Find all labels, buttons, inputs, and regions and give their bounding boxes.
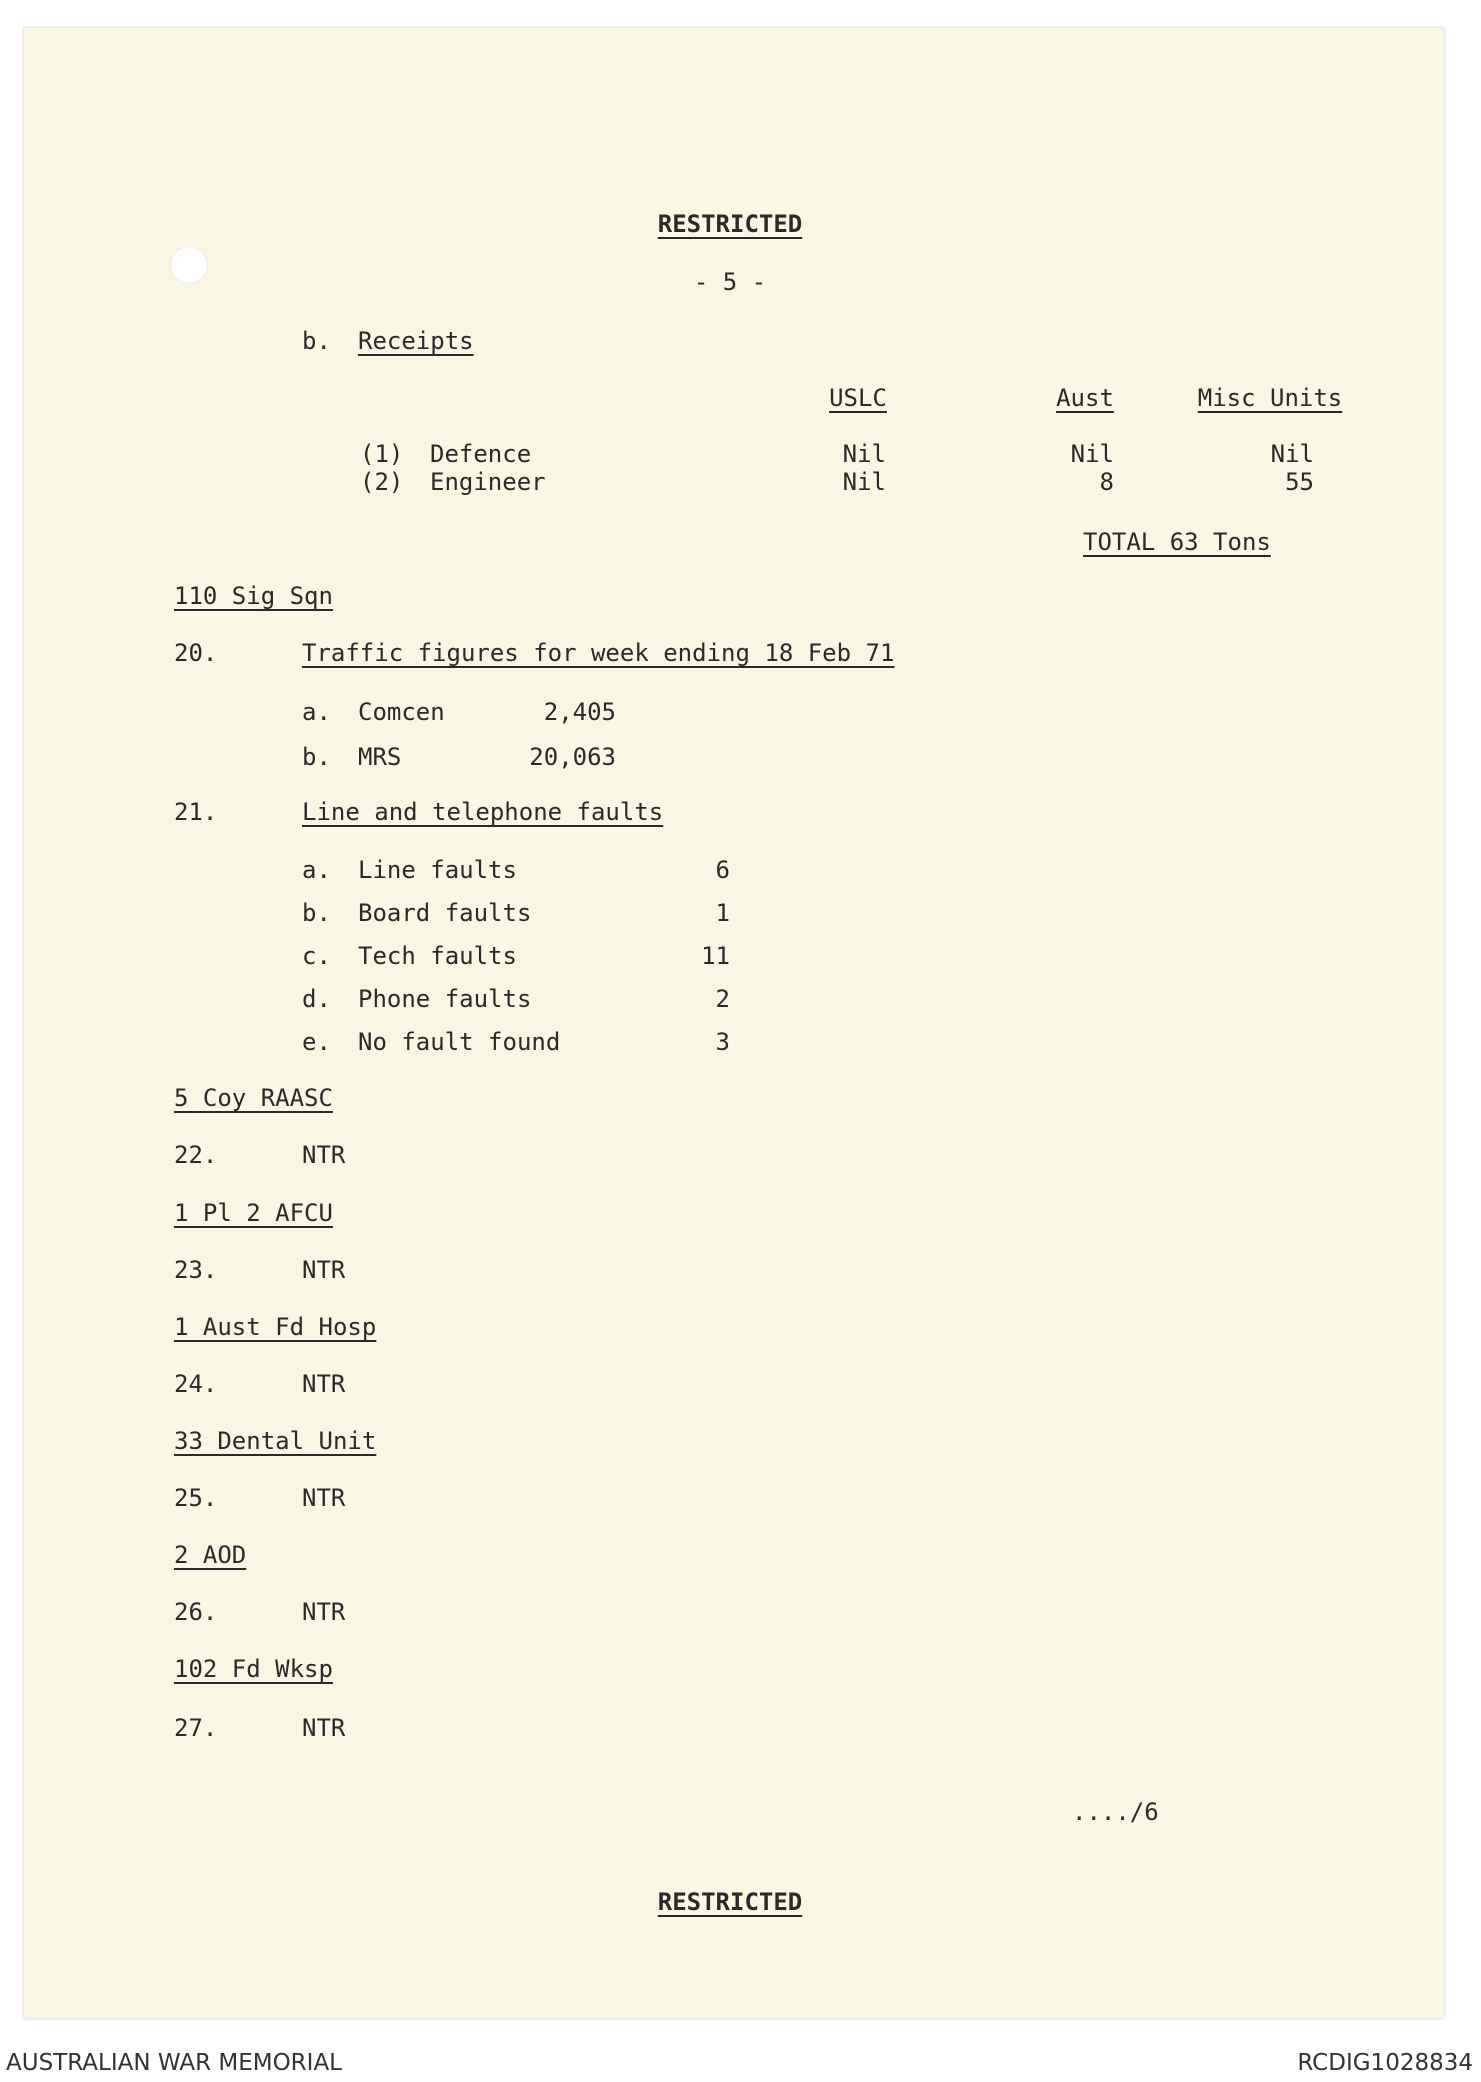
item-label: Board faults (358, 899, 532, 927)
item-letter: a. (302, 856, 331, 884)
item-label: Line faults (358, 856, 517, 884)
section-heading: 1 Aust Fd Hosp (174, 1313, 377, 1341)
paragraph-number: 23. (174, 1256, 218, 1284)
paragraph-text: NTR (302, 1370, 346, 1398)
receipts-title: Receipts (358, 327, 474, 355)
section-heading: 102 Fd Wksp (174, 1655, 333, 1683)
classification-footer: RESTRICTED (657, 1888, 803, 1916)
row-misc: Nil (1270, 440, 1314, 468)
paragraph-number: 20. (174, 639, 218, 667)
item-letter: e. (302, 1028, 331, 1056)
archive-reference-id: RCDIG1028834 (1297, 2050, 1473, 2076)
row-item: Defence (430, 440, 532, 468)
item-label: No fault found (358, 1028, 561, 1056)
row-aust: Nil (1070, 440, 1114, 468)
item-value: 2 (715, 985, 730, 1013)
item-label: Tech faults (358, 942, 517, 970)
item-letter: b. (302, 743, 331, 771)
item-letter: d. (302, 985, 331, 1013)
section-heading: 1 Pl 2 AFCU (174, 1199, 333, 1227)
paragraph-title: Line and telephone faults (302, 798, 664, 826)
item-letter: b. (302, 899, 331, 927)
item-letter: a. (302, 698, 331, 726)
paragraph-number: 26. (174, 1598, 218, 1626)
document-page (24, 28, 1444, 2018)
paragraph-text: NTR (302, 1598, 346, 1626)
paragraph-text: NTR (302, 1484, 346, 1512)
paragraph-text: NTR (302, 1141, 346, 1169)
item-value: 3 (715, 1028, 730, 1056)
item-label: Phone faults (358, 985, 532, 1013)
paragraph-number: 21. (174, 798, 218, 826)
row-aust: 8 (1099, 468, 1114, 496)
column-header-aust: Aust (1056, 384, 1114, 412)
item-value: 2,405 (543, 698, 616, 726)
item-value: 1 (715, 899, 730, 927)
item-label: MRS (358, 743, 402, 771)
page-number: - 5 - (693, 268, 767, 296)
receipts-total: TOTAL 63 Tons (1083, 528, 1271, 556)
continuation-marker: ..../6 (1072, 1798, 1159, 1826)
item-value: 11 (701, 942, 730, 970)
section-heading: 5 Coy RAASC (174, 1084, 333, 1112)
punch-hole (170, 246, 208, 284)
section-heading: 2 AOD (174, 1541, 247, 1569)
column-header-uslc: USLC (829, 384, 887, 412)
paragraph-number: 22. (174, 1141, 218, 1169)
section-heading: 110 Sig Sqn (174, 582, 333, 610)
paragraph-title: Traffic figures for week ending 18 Feb 71 (302, 639, 895, 667)
section-heading: 33 Dental Unit (174, 1427, 377, 1455)
archive-source-label: AUSTRALIAN WAR MEMORIAL (6, 2050, 342, 2076)
row-item: Engineer (430, 468, 546, 496)
item-label: Comcen (358, 698, 445, 726)
paragraph-text: NTR (302, 1714, 346, 1742)
classification-header: RESTRICTED (657, 210, 803, 238)
row-misc: 55 (1285, 468, 1314, 496)
receipts-label: b. (302, 327, 331, 355)
row-uslc: Nil (842, 468, 886, 496)
item-value: 20,063 (529, 743, 616, 771)
paragraph-text: NTR (302, 1256, 346, 1284)
row-number: (1) (360, 440, 404, 468)
paragraph-number: 24. (174, 1370, 218, 1398)
paragraph-number: 27. (174, 1714, 218, 1742)
item-letter: c. (302, 942, 331, 970)
paragraph-number: 25. (174, 1484, 218, 1512)
item-value: 6 (715, 856, 730, 884)
column-header-misc-units: Misc Units (1197, 384, 1343, 412)
row-uslc: Nil (842, 440, 886, 468)
row-number: (2) (360, 468, 404, 496)
